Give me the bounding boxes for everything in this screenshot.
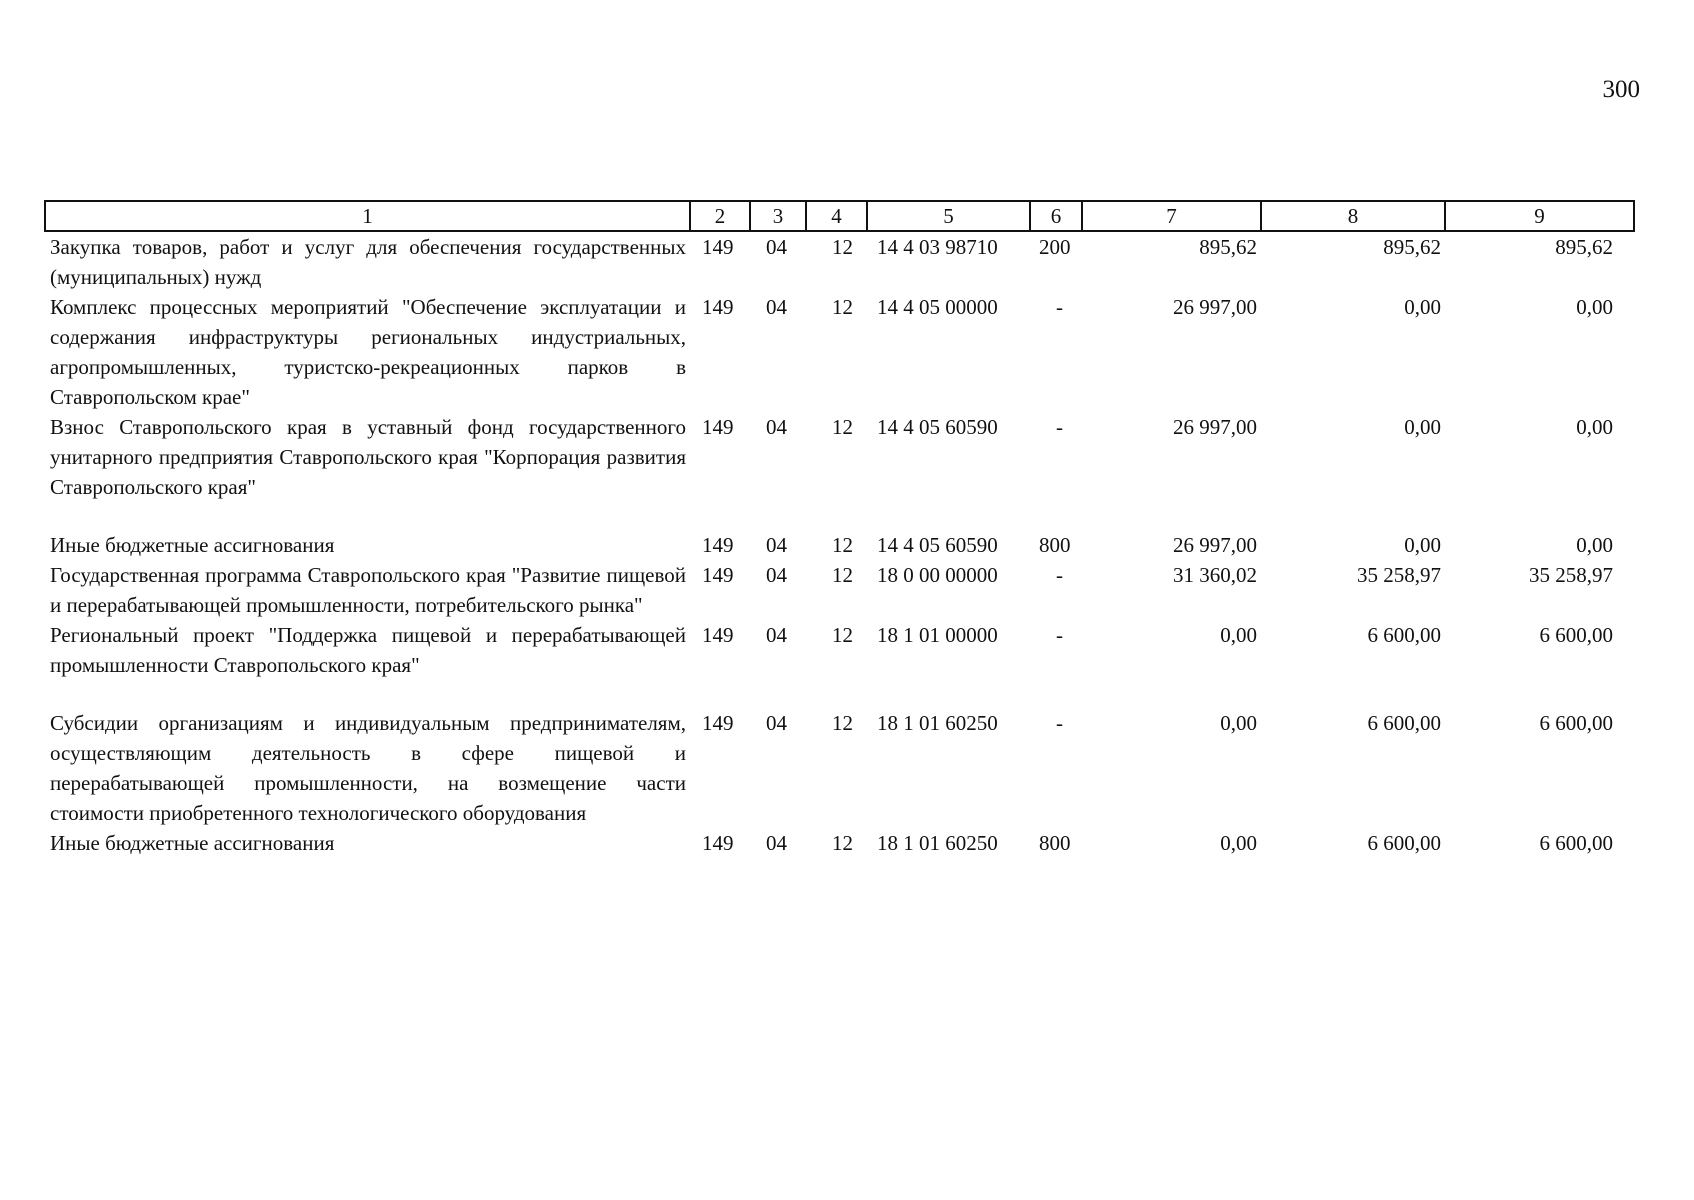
budget-table [44, 200, 1635, 858]
cell-col6: 800 [1039, 831, 1071, 855]
header-row [45, 201, 1634, 231]
cell-col8: 895,62 [1383, 235, 1441, 259]
cell-col6: - [1056, 415, 1063, 439]
cell-col8: 6 600,00 [1367, 831, 1441, 855]
cell-col2: 149 [702, 831, 734, 855]
cell-col6: - [1056, 563, 1063, 587]
cell-col7: 31 360,02 [1173, 563, 1257, 587]
column-header-8: 8 [1261, 201, 1445, 231]
cell-col6: - [1056, 711, 1063, 735]
cell-col5: 18 0 00 00000 [877, 563, 998, 587]
table-row [45, 828, 1634, 858]
row-name: Государственная программа Ставропольского края "Развитие пищевой и перерабатывающей промышленности, потребительского рынка" [50, 563, 686, 617]
cell-col9: 35 258,97 [1529, 563, 1613, 587]
row-name: Субсидии организациям и индивидуальным предпринимателям, осуществляющим деятельность в сфере пищевой и перерабатывающей промышленности, на возмещение части стоимости приобретенного технологического оборудования [50, 711, 686, 825]
cell-col6: 200 [1039, 235, 1071, 259]
cell-col8: 6 600,00 [1367, 711, 1441, 735]
cell-col5: 14 4 03 98710 [877, 235, 998, 259]
cell-col3: 04 [766, 831, 787, 855]
table-row [45, 620, 1634, 708]
table-row [45, 708, 1634, 828]
cell-col8: 6 600,00 [1367, 623, 1441, 647]
cell-col4: 12 [832, 623, 853, 647]
table-row [45, 560, 1634, 620]
row-name: Закупка товаров, работ и услуг для обеспечения государственных (муниципальных) нужд [50, 235, 686, 289]
cell-col4: 12 [832, 533, 853, 557]
cell-col6: - [1056, 295, 1063, 319]
column-header-4: 4 [806, 201, 867, 231]
cell-col3: 04 [766, 623, 787, 647]
table-row [45, 412, 1634, 530]
cell-col7: 0,00 [1220, 831, 1257, 855]
table-header [45, 201, 1634, 231]
cell-col2: 149 [702, 415, 734, 439]
cell-col3: 04 [766, 533, 787, 557]
table-row [45, 530, 1634, 560]
column-header-7: 7 [1082, 201, 1261, 231]
row-name: Региональный проект "Поддержка пищевой и перерабатывающей промышленности Ставропольского края" [50, 623, 686, 677]
cell-col5: 14 4 05 00000 [877, 295, 998, 319]
cell-col5: 18 1 01 60250 [877, 831, 998, 855]
cell-col2: 149 [702, 563, 734, 587]
cell-col3: 04 [766, 235, 787, 259]
cell-col5: 14 4 05 60590 [877, 533, 998, 557]
column-header-5: 5 [867, 201, 1030, 231]
cell-col8: 0,00 [1404, 533, 1441, 557]
cell-col8: 35 258,97 [1357, 563, 1441, 587]
cell-col6: 800 [1039, 533, 1071, 557]
cell-col5: 18 1 01 60250 [877, 711, 998, 735]
cell-col4: 12 [832, 563, 853, 587]
row-name: Взнос Ставропольского края в уставный фонд государственного унитарного предприятия Ставропольского края "Корпорация развития Ставропольского края" [50, 415, 686, 499]
column-header-9: 9 [1445, 201, 1634, 231]
cell-col3: 04 [766, 415, 787, 439]
cell-col4: 12 [832, 235, 853, 259]
cell-col9: 0,00 [1576, 295, 1613, 319]
column-header-3: 3 [750, 201, 806, 231]
cell-col5: 18 1 01 00000 [877, 623, 998, 647]
cell-col4: 12 [832, 295, 853, 319]
cell-col9: 895,62 [1555, 235, 1613, 259]
cell-col9: 6 600,00 [1539, 711, 1613, 735]
cell-col4: 12 [832, 831, 853, 855]
cell-col8: 0,00 [1404, 295, 1441, 319]
cell-col2: 149 [702, 533, 734, 557]
cell-col6: - [1056, 623, 1063, 647]
table-row [45, 231, 1634, 292]
cell-col9: 6 600,00 [1539, 831, 1613, 855]
column-header-2: 2 [690, 201, 750, 231]
cell-col2: 149 [702, 623, 734, 647]
cell-col2: 149 [702, 235, 734, 259]
cell-col5: 14 4 05 60590 [877, 415, 998, 439]
cell-col4: 12 [832, 711, 853, 735]
column-header-1: 1 [45, 201, 690, 231]
row-name: Иные бюджетные ассигнования [50, 831, 335, 855]
cell-col3: 04 [766, 563, 787, 587]
cell-col7: 26 997,00 [1173, 295, 1257, 319]
table-body [45, 231, 1634, 858]
cell-col8: 0,00 [1404, 415, 1441, 439]
row-name: Иные бюджетные ассигнования [50, 533, 335, 557]
cell-col9: 0,00 [1576, 415, 1613, 439]
cell-col3: 04 [766, 711, 787, 735]
cell-col7: 26 997,00 [1173, 415, 1257, 439]
cell-col7: 0,00 [1220, 711, 1257, 735]
cell-col7: 26 997,00 [1173, 533, 1257, 557]
row-name: Комплекс процессных мероприятий "Обеспечение эксплуатации и содержания инфраструктуры региональных индустриальных, агропромышленных, туристско-рекреационных парков в Ставропольском крае" [50, 295, 686, 409]
cell-col9: 0,00 [1576, 533, 1613, 557]
cell-col7: 0,00 [1220, 623, 1257, 647]
cell-col9: 6 600,00 [1539, 623, 1613, 647]
page-number: 300 [1602, 76, 1640, 103]
cell-col2: 149 [702, 711, 734, 735]
column-header-6: 6 [1030, 201, 1082, 231]
table-row [45, 292, 1634, 412]
cell-col2: 149 [702, 295, 734, 319]
cell-col4: 12 [832, 415, 853, 439]
cell-col3: 04 [766, 295, 787, 319]
cell-col7: 895,62 [1199, 235, 1257, 259]
